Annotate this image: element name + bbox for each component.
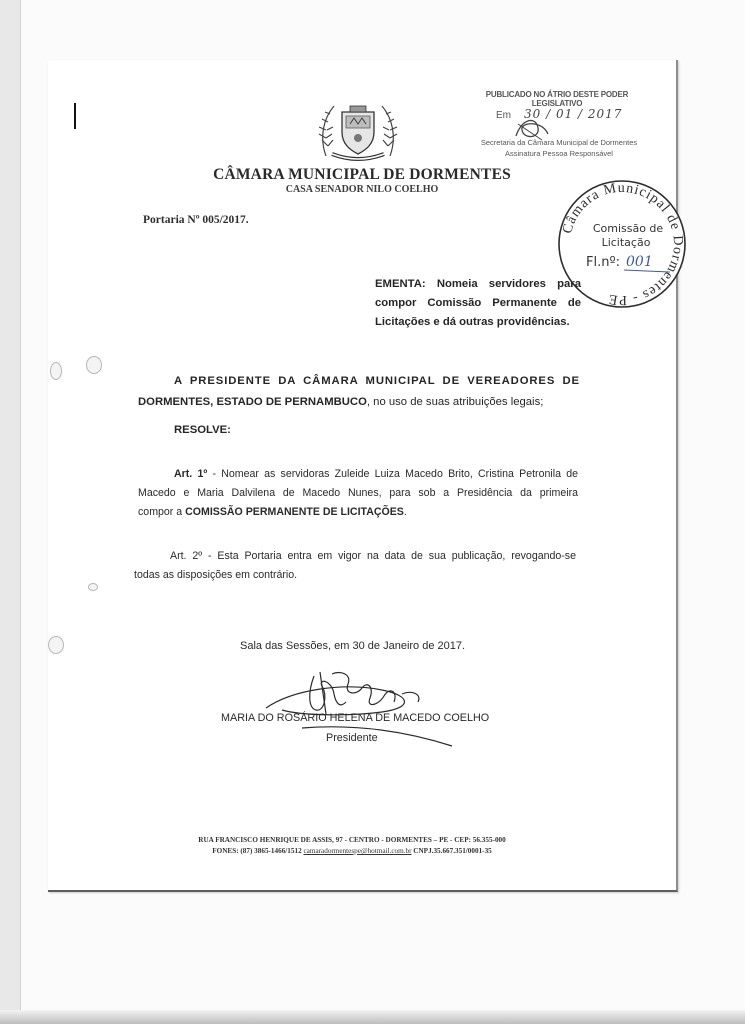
preamble-line-2 [138, 392, 580, 413]
scan-bottom-shadow [0, 1010, 745, 1024]
chamber-subtitle: CASA SENADOR NILO COELHO [285, 184, 439, 195]
underlying-sheet-edge [0, 0, 21, 1024]
article-1-line-1 [138, 465, 578, 484]
signer-role: Presidente [326, 732, 378, 744]
ementa-label: EMENTA: [375, 278, 426, 290]
portaria-number: Portaria Nº 005/2017. [143, 214, 249, 226]
footer-cnpj: CNPJ.35.667.351/0001-35 [411, 847, 492, 855]
article-2-line-2: todas as disposições em contrário. [134, 569, 298, 581]
article-1-commission-name: COMISSÃO PERMANENTE DE LICITAÇÕES [185, 506, 404, 518]
ementa-line-1 [375, 275, 581, 294]
publication-date-label: Em [496, 110, 511, 121]
footer-contacts [160, 847, 544, 855]
ementa-line-3: Licitações e dá outras providências. [375, 316, 570, 328]
preamble [138, 371, 580, 413]
ementa-line-2: compor Comissão Permanente de [375, 297, 581, 309]
resolve-heading: RESOLVE: [174, 424, 231, 436]
punch-hole-bottom [48, 636, 64, 654]
stamp-folio-label: Fl.nº: [586, 255, 620, 270]
stamp-ring-text: Câmara Municipal de Dormentes - PE [560, 180, 686, 308]
publication-stamp-heading: PUBLICADO NO ÁTRIO DESTE PODER LEGISLATIVO [485, 90, 629, 108]
footer-phones: FONES: (87) 3865-1466/1512 [212, 847, 304, 855]
stamp-folio-value: 001 [626, 254, 653, 270]
signer-name: MARIA DO ROSÁRIO HELENA DE MACEDO COELHO [221, 712, 490, 724]
article-1 [138, 465, 578, 522]
preamble-line-2-rest: , no uso de suas atribuições legais; [366, 396, 544, 408]
chamber-title: CÂMARA MUNICIPAL DE DORMENTES [213, 166, 511, 183]
article-1-line-3 [138, 503, 578, 522]
stamp-inner-line1: Comissão de [592, 222, 664, 235]
ementa-line-1-text: Nomeia servidores para [436, 278, 581, 290]
municipal-crest-icon [312, 100, 404, 164]
publication-stamp [466, 90, 648, 164]
article-1-label: Art. 1º [174, 468, 208, 480]
punch-hole-left [50, 362, 62, 380]
article-1-line-2: Macedo e Maria Dalvilena de Macedo Nunes, para sob a Presidência da primeira [138, 487, 578, 499]
article-1-line-1-text: - Nomear as servidoras Zuleide Luiza Macedo Brito, Cristina Petronila de [207, 468, 578, 480]
article-1-line-3-suffix: . [403, 506, 407, 518]
preamble-line-1: A PRESIDENTE DA CÂMARA MUNICIPAL DE VEREADORES DE [174, 375, 580, 387]
article-2-line-1: Art. 2º - Esta Portaria entra em vigor na data de sua publicação, revogando-se [170, 550, 576, 562]
article-2 [134, 547, 576, 585]
publication-stamp-secretary: Secretaria da Câmara Municipal de Dormentes [480, 138, 638, 147]
margin-pen-mark [74, 103, 76, 129]
footer-email-link[interactable]: camaradormentespe@hotmail.com.br [303, 847, 412, 855]
publication-date-value: 30 / 01 / 2017 [524, 107, 623, 121]
preamble-state: DORMENTES, ESTADO DE PERNAMBUCO [138, 396, 367, 408]
article-1-line-3-prefix: compor a [138, 506, 186, 518]
footer-address: RUA FRANCISCO HENRIQUE DE ASSIS, 97 - CENTRO - DORMENTES – PE - CEP: 56.355-000 [198, 836, 506, 844]
ementa-block [375, 275, 581, 332]
punch-hole-top [86, 356, 102, 374]
stamp-inner-line2: Licitação [601, 236, 651, 249]
session-date-line: Sala das Sessões, em 30 de Janeiro de 2017. [240, 640, 466, 652]
publication-stamp-responsible: Assinatura Pessoa Responsável [505, 149, 613, 158]
punch-hole-small [88, 583, 98, 591]
